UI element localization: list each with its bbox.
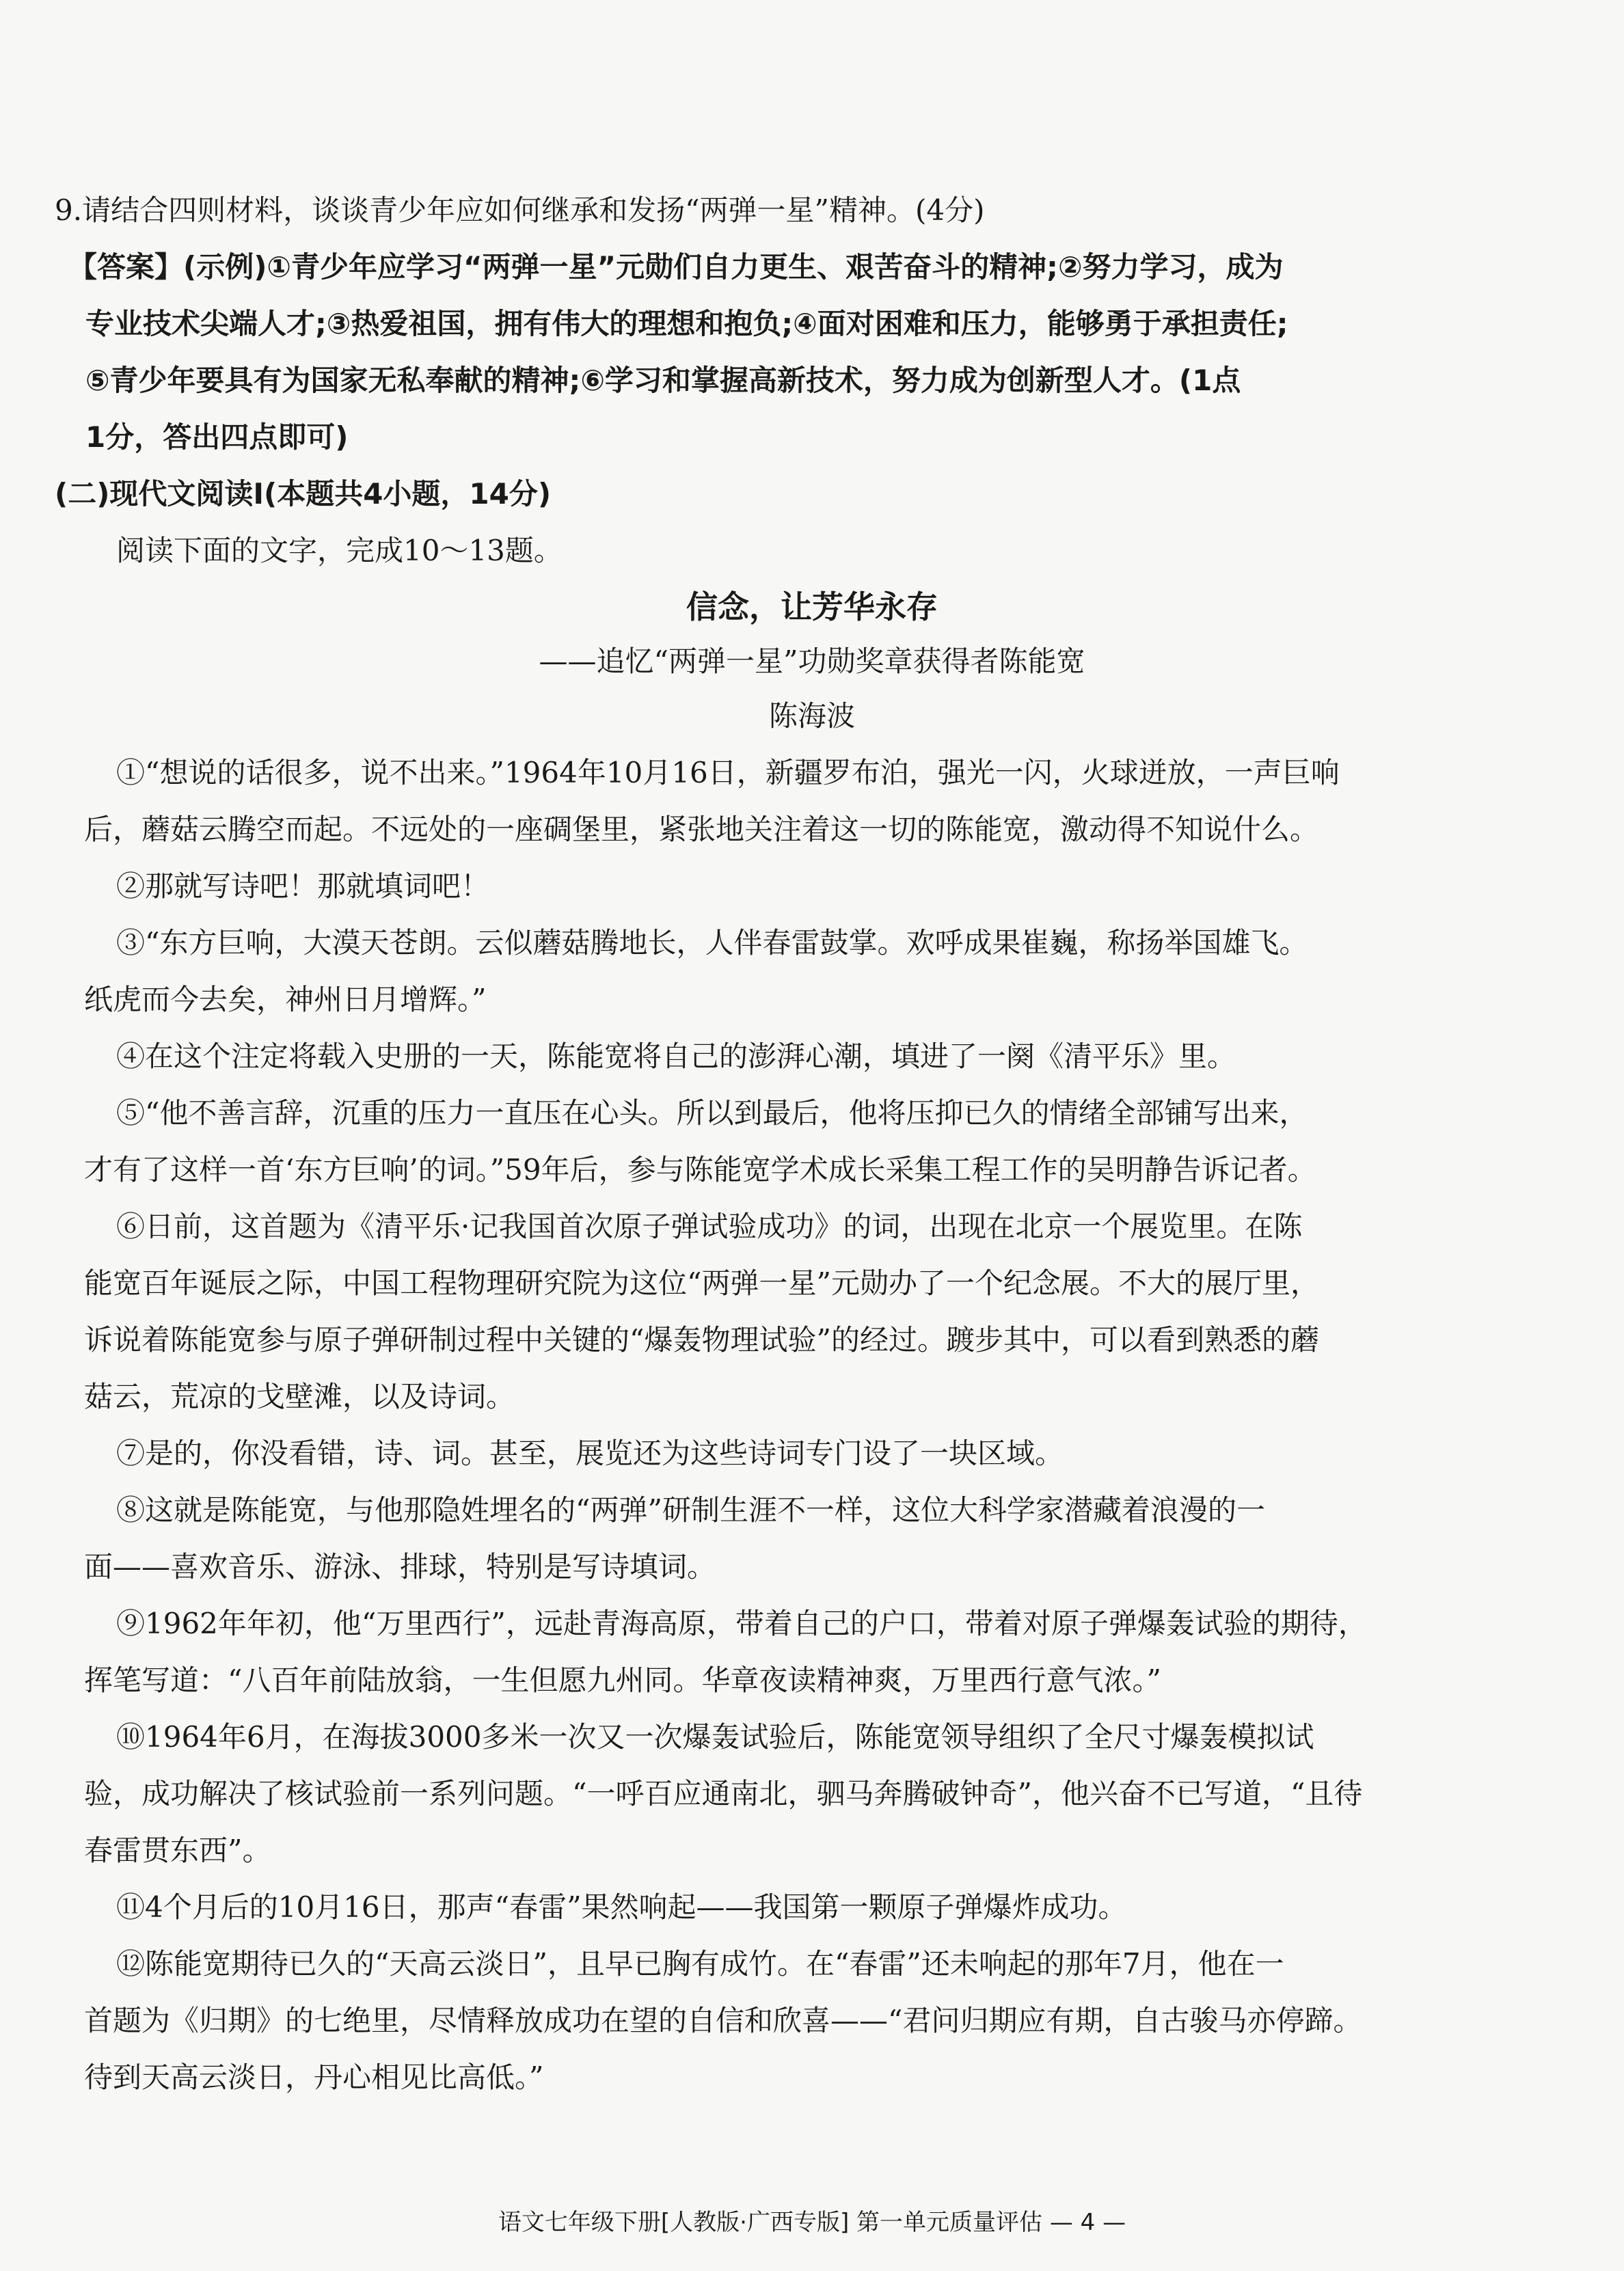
article-line: ⑦是的，你没看错，诗、词。甚至，展览还为这些诗词专门设了一块区域。	[116, 1437, 1064, 1470]
section-instruction: 阅读下面的文字，完成10～13题。	[116, 534, 563, 567]
article-line: 首题为《归期》的七绝里，尽情释放成功在望的自信和欣喜——“君问归期应有期，自古骏马亦停蹄。	[84, 2004, 1362, 2037]
question-9-prompt: 9.请结合四则材料，谈谈青少年应如何继承和发扬“两弹一星”精神。(4分)	[55, 193, 985, 227]
article-line: ⑨1962年年初，他“万里西行”，远赴青海高原，带着自己的户口，带着对原子弹爆轰试验的期待，	[116, 1607, 1367, 1640]
article-line: ⑪4个月后的10月16日，那声“春雷”果然响起——我国第一颗原子弹爆炸成功。	[116, 1890, 1127, 1924]
section-heading: (二)现代文阅读Ⅰ(本题共4小题，14分)	[55, 477, 552, 511]
answer-line-4: 1分，答出四点即可)	[85, 420, 349, 454]
article-line: ①“想说的话很多，说不出来。”1964年10月16日，新疆罗布泊，强光一闪，火球迸放，一声巨响	[116, 756, 1340, 789]
article-line: ④在这个注定将载入史册的一天，陈能宽将自己的澎湃心潮，填进了一阕《清平乐》里。	[116, 1039, 1236, 1073]
article-author: 陈海波	[768, 699, 855, 733]
article-line: ⑫陈能宽期待已久的“天高云淡日”，且早已胸有成竹。在“春雷”还未响起的那年7月，他在一	[116, 1947, 1284, 1981]
page-footer: 语文七年级下册[人教版·广西专版] 第一单元质量评估 — 4 —	[498, 2209, 1126, 2236]
article-subtitle: ——追忆“两弹一星”功勋奖章获得者陈能宽	[539, 644, 1085, 678]
article-line: ③“东方巨响，大漠天苍朗。云似蘑菇腾地长，人伴春雷鼓掌。欢呼成果崔巍，称扬举国雄飞。	[116, 926, 1308, 960]
article-line: 后，蘑菇云腾空而起。不远处的一座碉堡里，紧张地关注着这一切的陈能宽，激动得不知说什么。	[84, 813, 1319, 846]
article-line: 面——喜欢音乐、游泳、排球，特别是写诗填词。	[84, 1550, 716, 1583]
answer-line-2: 专业技术尖端人才;③热爱祖国，拥有伟大的理想和抱负;④面对困难和压力，能够勇于承担责任;	[85, 307, 1288, 340]
answer-line-1: 【答案】(示例)①青少年应学习“两弹一星”元勋们自力更生、艰苦奋斗的精神;②努力学习，成为	[68, 250, 1284, 284]
article-line: 能宽百年诞辰之际，中国工程物理研究院为这位“两弹一星”元勋办了一个纪念展。不大的展厅里，	[84, 1266, 1319, 1300]
article-line: 诉说着陈能宽参与原子弹研制过程中关键的“爆轰物理试验”的经过。踱步其中，可以看到熟悉的蘑	[84, 1323, 1319, 1357]
article-line: 纸虎而今去矣，神州日月增辉。”	[84, 983, 487, 1016]
article-line: 才有了这样一首‘东方巨响’的词。”59年后，参与陈能宽学术成长采集工程工作的吴明静告诉记者。	[84, 1153, 1316, 1186]
article-line: ⑤“他不善言辞，沉重的压力一直压在心头。所以到最后，他将压抑已久的情绪全部铺写出来，	[116, 1096, 1308, 1130]
article-line: 待到天高云淡日，丹心相见比高低。”	[84, 2061, 544, 2094]
article-line: 挥笔写道：“八百年前陆放翁，一生但愿九州同。华章夜读精神爽，万里西行意气浓。”	[84, 1663, 1161, 1697]
article-line: ⑥日前，这首题为《清平乐·记我国首次原子弹试验成功》的词，出现在北京一个展览里。在陈	[116, 1210, 1303, 1243]
article-line: ⑩1964年6月，在海拔3000多米一次又一次爆轰试验后，陈能宽领导组织了全尺寸爆轰模拟试	[116, 1720, 1314, 1754]
article-line: ⑧这就是陈能宽，与他那隐姓埋名的“两弹”研制生涯不一样，这位大科学家潜藏着浪漫的一	[116, 1493, 1265, 1527]
article-line: 验，成功解决了核试验前一系列问题。“一呼百应通南北，驷马奔腾破钟奇”，他兴奋不已写道，“且待	[84, 1777, 1363, 1810]
article-title: 信念，让芳华永存	[686, 588, 938, 625]
article-line: 春雷贯东西”。	[84, 1834, 271, 1867]
answer-line-3: ⑤青少年要具有为国家无私奉献的精神;⑥学习和掌握高新技术，努力成为创新型人才。(1点	[85, 364, 1241, 397]
article-line: ②那就写诗吧！那就填词吧！	[116, 869, 490, 903]
article-line: 菇云，荒凉的戈壁滩，以及诗词。	[84, 1380, 515, 1413]
